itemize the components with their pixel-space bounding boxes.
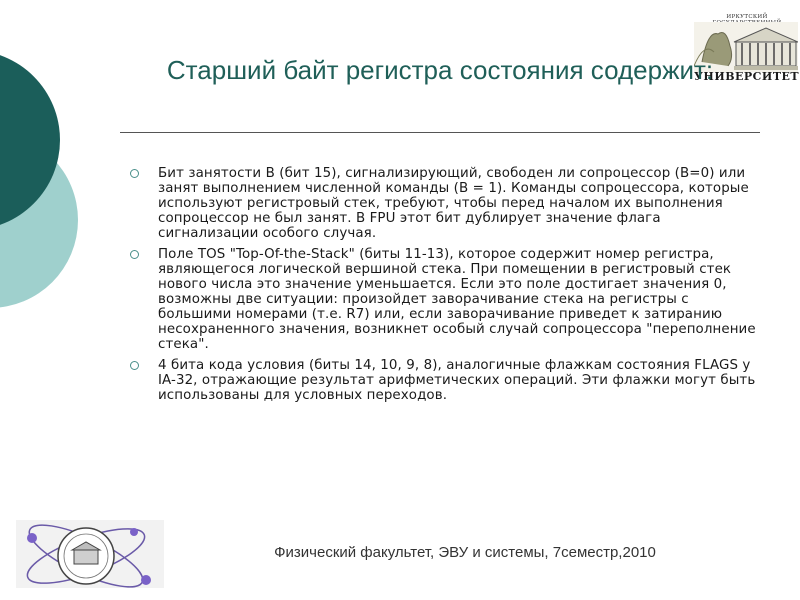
bullet-item (130, 166, 760, 241)
bullet-text: Поле TOS "Top-Of-the-Stack" (биты 11-13), которое содержит номер регистра, являющегося логической вершиной стека. При помещении в регистровый стек нового числа это значение уменьшается. Если это поле достигает значения 0, возможны две ситуации: произойдет заворачивание стека на регистры с большими номерами (т.е. R7) или, если заворачивание приведет к затиранию несохраненного значения, возникнет особый случай сопроцессора "переполнение стека". (158, 247, 756, 352)
slide-footer: Физический факультет, ЭВУ и системы, 7семестр,2010 (274, 544, 656, 561)
title-divider (120, 132, 760, 133)
teal-circles-decoration (0, 0, 110, 330)
hollow-circle-icon (130, 169, 139, 178)
physics-faculty-emblem (16, 520, 164, 588)
hollow-circle-icon (130, 361, 139, 370)
slide-title: Старший байт регистра состояния содержит: (166, 55, 714, 85)
bullet-list (130, 166, 760, 409)
bullet-item (130, 358, 760, 403)
bullet-text: 4 бита кода условия (биты 14, 10, 9, 8), аналогичные флажкам состояния FLAGS у IA-32, отражающие результат арифметических операций. Эти флажки могут быть использованы для условных переходов. (158, 358, 756, 403)
logo-small-caption: ИРКУТСКИЙ (726, 14, 768, 20)
hollow-circle-icon (130, 250, 139, 259)
bullet-text: Бит занятости B (бит 15), сигнализирующий, свободен ли сопроцессор (B=0) или занят выполнением численной команды (B = 1). Команды сопроцессора, которые используют регистровый стек, требуют, чтобы перед началом их выполнения сопроцессор не был занят. В FPU этот бит дублирует значение флага сигнализации особого случая. (158, 166, 749, 241)
bullet-item (130, 247, 760, 352)
logo-big-caption: УНИВЕРСИТЕТ (694, 70, 800, 83)
